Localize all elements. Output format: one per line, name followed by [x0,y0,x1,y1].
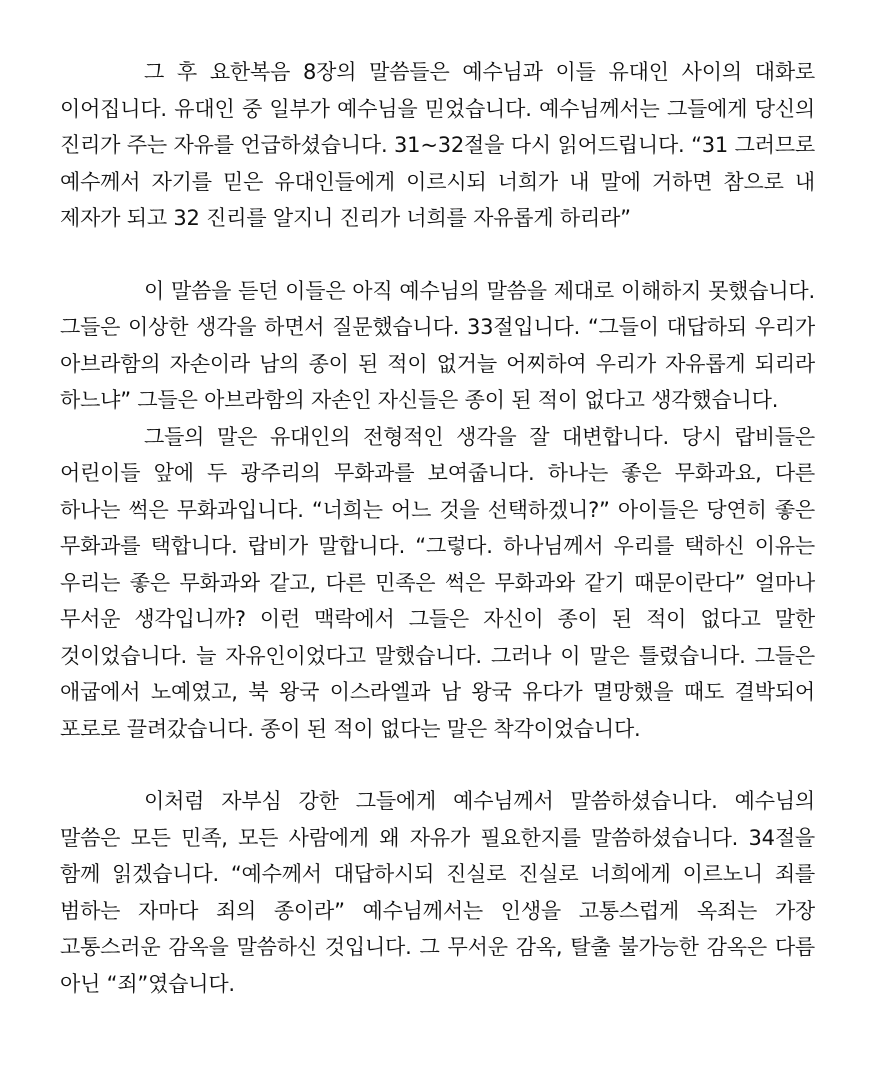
paragraph-gap [60,747,815,783]
paragraph-gap [60,237,815,273]
paragraph-4: 이처럼 자부심 강한 그들에게 예수님께서 말씀하셨습니다. 예수님의 말씀은 모든 민족, 모든 사람에게 왜 자유가 필요한지를 말씀하셨습니다. 34절을 함께 읽겠습니다. “예수께서 대답하시되 진실로 진실로 너희에게 이르노니 죄를 범하는 자마다 죄의 종이라” 예수님께서는 인생을 고통스럽게 옥죄는 가장 고통스러운 감옥을 말씀하신 것입니다. 그 무서운 감옥, 탈출 불가능한 감옥은 다름 아닌 “죄”였습니다. [60,789,815,996]
paragraph-1: 그 후 요한복음 8장의 말씀들은 예수님과 이들 유대인 사이의 대화로 이어집니다. 유대인 중 일부가 예수님을 믿었습니다. 예수님께서는 그들에게 당신의 진리가 주는 자유를 언급하셨습니다. 31~32절을 다시 읽어드립니다. “31 그러므로 예수께서 자기를 믿은 유대인들에게 이르시되 너희가 내 말에 거하면 참으로 내 제자가 되고 32 진리를 알지니 진리가 너희를 자유롭게 하리라” [60,60,815,230]
document-page [60,54,815,1002]
paragraph-2: 이 말씀을 듣던 이들은 아직 예수님의 말씀을 제대로 이해하지 못했습니다. 그들은 이상한 생각을 하면서 질문했습니다. 33절입니다. “그들이 대답하되 우리가 아브라함의 자손이라 남의 종이 된 적이 없거늘 어찌하여 우리가 자유롭게 되리라 하느냐” 그들은 아브라함의 자손인 자신들은 종이 된 적이 없다고 생각했습니다. [60,278,815,412]
paragraph-3: 그들의 말은 유대인의 전형적인 생각을 잘 대변합니다. 당시 랍비들은 어린이들 앞에 두 광주리의 무화과를 보여줍니다. 하나는 좋은 무화과요, 다른 하나는 썩은 무화과입니다. “너희는 어느 것을 선택하겠니?” 아이들은 당연히 좋은 무화과를 택합니다. 랍비가 말합니다. “그렇다. 하나님께서 우리를 택하신 이유는 우리는 좋은 무화과와 같고, 다른 민족은 썩은 무화과와 같기 때문이란다” 얼마나 무서운 생각입니까? 이런 맥락에서 그들은 자신이 종이 된 적이 없다고 말한 것이었습니다. 늘 자유인이었다고 말했습니다. 그러나 이 말은 틀렸습니다. 그들은 애굽에서 노예였고, 북 왕국 이스라엘과 남 왕국 유다가 멸망했을 때도 결박되어 포로로 끌려갔습니다. 종이 된 적이 없다는 말은 착각이었습니다. [60,424,815,741]
